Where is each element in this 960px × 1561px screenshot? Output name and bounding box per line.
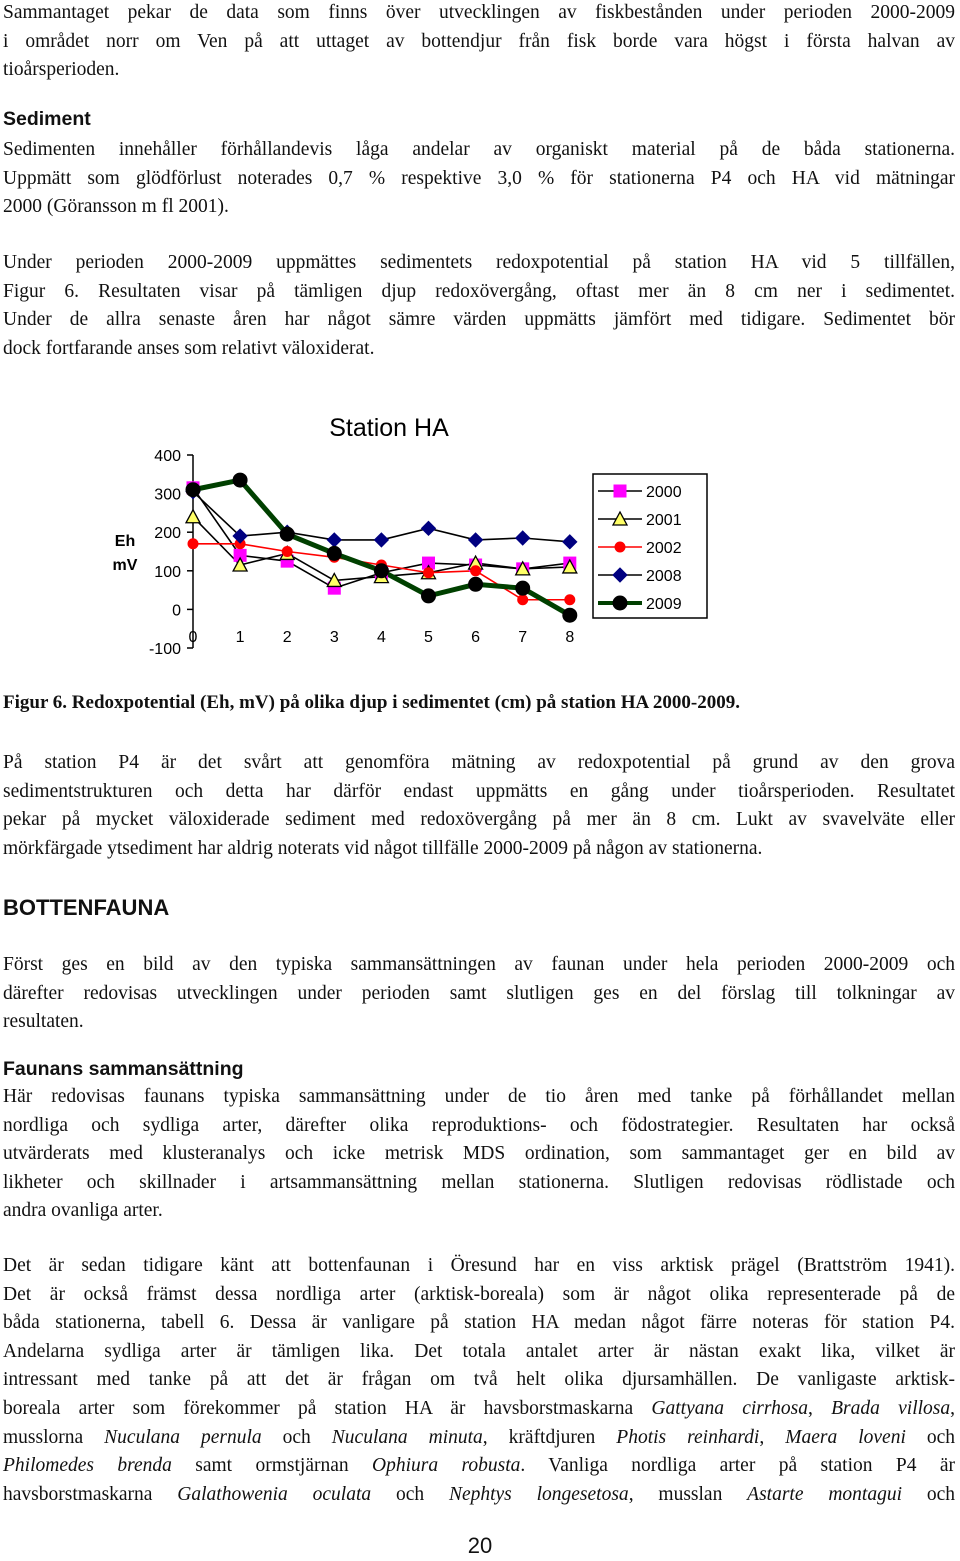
- marker-2008: [469, 533, 483, 547]
- marker-2009: [280, 527, 294, 541]
- paragraph-intro: [3, 0, 955, 85]
- text-line: Sedimenten innehåller förhållandevis låga andelar av organiskt material på de båda stationerna.: [3, 139, 955, 160]
- marker-2009: [374, 564, 388, 578]
- marker-2002: [188, 539, 198, 549]
- y-axis: [149, 448, 193, 658]
- text-run: och: [371, 1483, 449, 1505]
- chart-title: Station HA: [329, 414, 449, 442]
- paragraph-redox: [3, 249, 955, 363]
- text-line: Andelarna sydliga arter är tämligen lika. Det totala antalet arter är nästan exakt lika, vilket är: [3, 1340, 955, 1362]
- marker-2001: [186, 510, 200, 523]
- y-tick-label: 200: [154, 525, 181, 543]
- marker-2008: [327, 533, 341, 547]
- text-run: ,: [759, 1426, 786, 1448]
- paragraph-composition: [3, 1083, 955, 1226]
- text-line: [3, 1452, 955, 1481]
- text-line: Först ges en bild av den typiska sammansättningen av faunan under hela perioden 2000-2009 och: [3, 954, 955, 975]
- legend-label: 2008: [646, 568, 682, 585]
- species-name: Nuculana minuta: [331, 1426, 483, 1448]
- heading-sediment: Sediment: [3, 108, 91, 130]
- marker-2009: [327, 546, 341, 560]
- text-line: dock fortfarande anses som relativt väloxiderat.: [3, 337, 375, 359]
- redox-chart: [0, 395, 960, 665]
- x-tick-label: 2: [282, 629, 292, 646]
- text-run: , musslan: [628, 1483, 748, 1505]
- text-line: Det är också främst dessa nordliga arter (arktisk-boreala) som är något olika representerade på de: [3, 1283, 955, 1305]
- x-tick-label: 0: [188, 629, 198, 646]
- text-line: [3, 1395, 955, 1424]
- text-line: i området norr om Ven på att uttaget av bottendjur från fisk borde vara högst i första halvan av: [3, 30, 955, 52]
- text-run: , kräftdjuren: [482, 1426, 617, 1448]
- x-tick-label: 6: [471, 629, 481, 646]
- paragraph-sediment: [3, 136, 955, 222]
- text-line: 2000 (Göransson m fl 2001).: [3, 196, 229, 218]
- marker-2008: [422, 521, 436, 535]
- legend-label: 2002: [646, 540, 682, 557]
- species-name: Photis reinhardi: [616, 1426, 760, 1448]
- x-tick-label: 5: [424, 629, 433, 646]
- figure-caption: Figur 6. Redoxpotential (Eh, mV) på olika djup i sedimentet (cm) på station HA 2000-2009.: [3, 692, 740, 713]
- text-run: ,: [950, 1397, 956, 1419]
- text-line: tioårsperioden.: [3, 59, 120, 81]
- marker-2009: [186, 483, 200, 497]
- text-run: och: [261, 1426, 332, 1448]
- species-name: Nuculana pernula: [104, 1426, 262, 1448]
- y-tick-label: 400: [154, 448, 181, 465]
- x-tick-label: 1: [235, 629, 245, 646]
- legend: [593, 474, 707, 618]
- text-line: sedimentstrukturen och detta har därför endast uppmätts en gång under tioårsperioden. Resultatet: [3, 780, 955, 802]
- marker-2008: [563, 535, 577, 549]
- x-tick-label: 8: [565, 629, 575, 646]
- marker-2002: [471, 566, 481, 576]
- species-name: Philomedes brenda: [3, 1455, 172, 1477]
- species-name: Nephtys longesetosa: [448, 1483, 629, 1505]
- y-tick-label: 0: [172, 602, 181, 620]
- text-line: Figur 6. Resultaten visar på tämligen djup redoxövergång, oftast mer än 8 cm ner i sedimentet.: [3, 280, 955, 302]
- text-run: havsborstmaskarna: [3, 1483, 178, 1505]
- y-axis-label-mv: mV: [112, 557, 138, 574]
- text-line: Det är sedan tidigare känt att bottenfaunan i Öresund har en viss arktisk prägel (Brattström 1941).: [3, 1255, 955, 1276]
- page-number: 20: [467, 1533, 493, 1558]
- text-line: likheter och skillnader i artsammansättning mellan stationerna. Slutligen redovisas rödlistade och: [3, 1171, 955, 1193]
- marker-2002: [565, 595, 575, 605]
- text-line: På station P4 är det svårt att genomföra mätning av redoxpotential på grund av den grova: [3, 752, 955, 773]
- series-line-2009: [193, 480, 570, 615]
- paragraph-intro-fauna: [3, 951, 955, 1037]
- x-tick-label: 3: [329, 629, 339, 646]
- text-run: och: [902, 1483, 955, 1505]
- text-run: samt ormstjärnan: [171, 1455, 373, 1477]
- text-line: intressant med tanke på att det är frågan om två helt olika djursamhällen. De vanligaste arktisk-: [3, 1369, 955, 1391]
- text-line: [3, 1424, 955, 1453]
- series-markers: [186, 473, 577, 622]
- x-tick-label: 7: [518, 629, 528, 646]
- text-line: Uppmätt som glödförlust noterades 0,7 % respektive 3,0 % för stationerna P4 och HA vid mätningar: [3, 167, 955, 189]
- text-run: . Vanliga nordliga arter på station P4 är: [520, 1455, 956, 1477]
- text-line: mörkfärgade ytsediment har aldrig noterats vid något tillfälle 2000-2009 på någon av stationerna.: [3, 837, 763, 859]
- legend-marker-2002: [615, 542, 625, 552]
- text-line: [3, 1481, 955, 1510]
- species-name: Brada villosa: [831, 1397, 951, 1419]
- text-run: musslorna: [3, 1426, 105, 1448]
- marker-2002: [518, 595, 528, 605]
- text-line: Här redovisas faunans typiska sammansättning under de tio åren med tanke på förhållandet mellan: [3, 1086, 955, 1107]
- marker-2009: [469, 577, 483, 591]
- text-line: därefter redovisas utvecklingen under perioden samt slutligen ges en del förslag till tolkningar av: [3, 982, 955, 1004]
- x-tick-label: 4: [376, 629, 386, 646]
- y-tick-label: 100: [154, 563, 181, 581]
- text-run: och: [905, 1426, 956, 1448]
- text-line: nordliga och sydliga arter, därefter olika reproduktions- och födostrategier. Resultaten har också: [3, 1114, 955, 1136]
- marker-2009: [563, 608, 577, 622]
- marker-2009: [422, 589, 436, 603]
- species-name: Astarte montagui: [747, 1483, 902, 1505]
- legend-marker-2009: [613, 596, 627, 610]
- marker-2008: [374, 533, 388, 547]
- paragraph-arctic: [3, 1252, 955, 1509]
- text-line: Sammantaget pekar de data som finns över utvecklingen av fiskbestånden under perioden 2000-2009: [3, 2, 955, 23]
- legend-label: 2000: [646, 484, 682, 501]
- series-lines: [193, 480, 570, 615]
- text-line: andra ovanliga arter.: [3, 1200, 163, 1222]
- text-line: båda stationerna, tabell 6. Dessa är vanligare på station HA medan något färre noteras för station P4.: [3, 1312, 955, 1334]
- heading-faunans-sammansattning: Faunans sammansättning: [3, 1058, 244, 1080]
- species-name: Galathowenia oculata: [177, 1483, 372, 1505]
- text-line: resultaten.: [3, 1011, 84, 1033]
- text-run: boreala arter som förekommer på station HA är havsborstmaskarna: [3, 1397, 652, 1419]
- species-name: Maera loveni: [785, 1426, 906, 1448]
- y-axis-label-eh: Eh: [114, 533, 136, 550]
- text-line: Under de allra senaste åren har något sämre värden uppmätts jämfört med tidigare. Sedimentet bör: [3, 309, 955, 331]
- x-axis: [189, 629, 575, 646]
- y-tick-label: 300: [154, 486, 181, 504]
- legend-label: 2001: [646, 512, 682, 529]
- paragraph-p4: [3, 749, 955, 863]
- species-name: Ophiura robusta: [372, 1455, 521, 1477]
- text-run: ,: [807, 1397, 832, 1419]
- text-line: utvärderats med klusteranalys och icke metrisk MDS ordination, som sammantaget ger en bild av: [3, 1143, 955, 1165]
- species-name: Gattyana cirrhosa: [651, 1397, 808, 1419]
- y-tick-label: -100: [148, 641, 181, 658]
- marker-2002: [282, 547, 292, 557]
- marker-2008: [516, 531, 530, 545]
- marker-2002: [424, 568, 434, 578]
- marker-2009: [516, 581, 530, 595]
- text-line: pekar på mycket väloxiderade sediment med redoxövergång på mer än 8 cm. Lukt av svavelväte eller: [3, 809, 955, 831]
- heading-bottenfauna: BOTTENFAUNA: [3, 895, 170, 920]
- legend-marker-2000: [614, 485, 626, 497]
- text-line: Under perioden 2000-2009 uppmättes sedimentets redoxpotential på station HA vid 5 tillfällen,: [3, 252, 955, 273]
- marker-2009: [233, 473, 247, 487]
- legend-label: 2009: [646, 596, 682, 613]
